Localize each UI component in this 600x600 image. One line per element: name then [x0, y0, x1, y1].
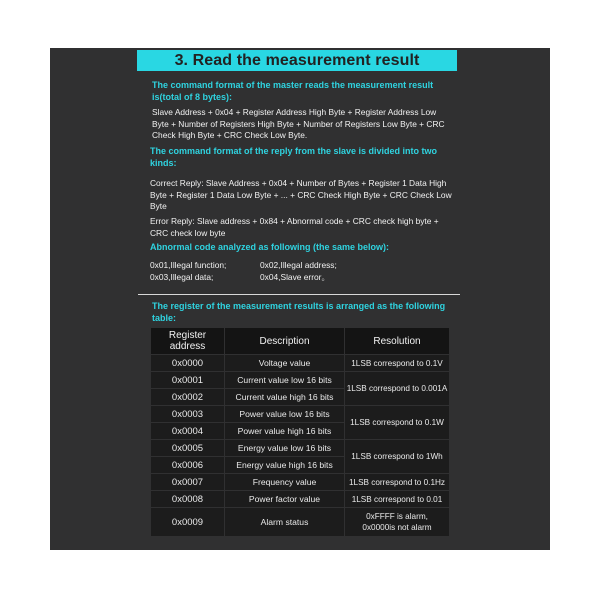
- register-description: Energy value low 16 bits: [225, 440, 345, 457]
- register-table: [150, 327, 450, 537]
- table-row: [151, 355, 450, 372]
- register-description: Power value high 16 bits: [225, 423, 345, 440]
- register-description: Frequency value: [225, 474, 345, 491]
- register-address: 0x0007: [151, 474, 225, 491]
- table-row: [151, 440, 450, 457]
- register-table-heading: The register of the measurement results is arranged as the following table:: [152, 301, 446, 323]
- table-row: [151, 406, 450, 423]
- correct-reply-text: Correct Reply: Slave Address + 0x04 + Number of Bytes + Register 1 Data High Byte + Register 1 Data Low Byte + ... + CRC Check High Byte + CRC Check Low Byte: [150, 178, 452, 211]
- document-panel: [50, 48, 550, 550]
- register-resolution: 1LSB correspond to 0.001A: [345, 372, 450, 406]
- register-description: Power factor value: [225, 491, 345, 508]
- master-format-body: Slave Address + 0x04 + Register Address High Byte + Register Address Low Byte + Number of Registers High Byte + Number of Registers Low Byte + CRC Check High Byte + CRC Check Low Byte.: [152, 107, 445, 140]
- register-resolution: 1LSB correspond to 0.01: [345, 491, 450, 508]
- register-resolution: 1LSB correspond to 1Wh: [345, 440, 450, 474]
- register-description: Current value low 16 bits: [225, 372, 345, 389]
- abnormal-code-item: 0x03,Illegal data;: [150, 271, 214, 282]
- abnormal-code-list: [150, 260, 452, 283]
- register-address: 0x0001: [151, 372, 225, 389]
- column-header-address: Register address: [151, 328, 225, 355]
- table-row: [151, 508, 450, 537]
- register-description: Power value low 16 bits: [225, 406, 345, 423]
- table-row: [151, 372, 450, 389]
- register-address: 0x0008: [151, 491, 225, 508]
- register-address: 0x0004: [151, 423, 225, 440]
- table-header-row: [151, 328, 450, 355]
- register-description: Current value high 16 bits: [225, 389, 345, 406]
- register-address: 0x0000: [151, 355, 225, 372]
- table-row: [151, 491, 450, 508]
- register-description: Voltage value: [225, 355, 345, 372]
- register-address: 0x0005: [151, 440, 225, 457]
- section-title: 3. Read the measurement result: [137, 50, 457, 71]
- register-description: Energy value high 16 bits: [225, 457, 345, 474]
- register-resolution: 1LSB correspond to 0.1Hz: [345, 474, 450, 491]
- register-resolution: 1LSB correspond to 0.1V: [345, 355, 450, 372]
- section-divider: [138, 294, 460, 295]
- table-row: [151, 474, 450, 491]
- register-description: Alarm status: [225, 508, 345, 537]
- abnormal-code-item: 0x02,Illegal address;: [260, 260, 337, 270]
- reply-format-heading: The command format of the reply from the slave is divided into two kinds:: [150, 146, 438, 168]
- master-format-heading: The command format of the master reads the measurement result is(total of 8 bytes):: [152, 80, 434, 102]
- alarm-resolution-line: 0x0000is not alarm: [362, 523, 432, 532]
- register-resolution: 1LSB correspond to 0.1W: [345, 406, 450, 440]
- abnormal-code-item: 0x01,Illegal function;: [150, 260, 227, 270]
- register-address: 0x0003: [151, 406, 225, 423]
- abnormal-code-item: 0x04,Slave error。: [260, 271, 330, 282]
- column-header-resolution: Resolution: [345, 328, 450, 355]
- register-resolution: [345, 508, 450, 537]
- abnormal-code-row: [150, 260, 452, 272]
- register-address: 0x0009: [151, 508, 225, 537]
- error-reply-text: Error Reply: Slave address + 0x84 + Abnormal code + CRC check high byte + CRC check low byte: [150, 216, 439, 238]
- alarm-resolution-line: 0xFFFF is alarm,: [366, 512, 428, 521]
- register-address: 0x0002: [151, 389, 225, 406]
- column-header-description: Description: [225, 328, 345, 355]
- register-address: 0x0006: [151, 457, 225, 474]
- abnormal-code-row: [150, 272, 452, 284]
- abnormal-code-heading: Abnormal code analyzed as following (the same below):: [150, 242, 390, 252]
